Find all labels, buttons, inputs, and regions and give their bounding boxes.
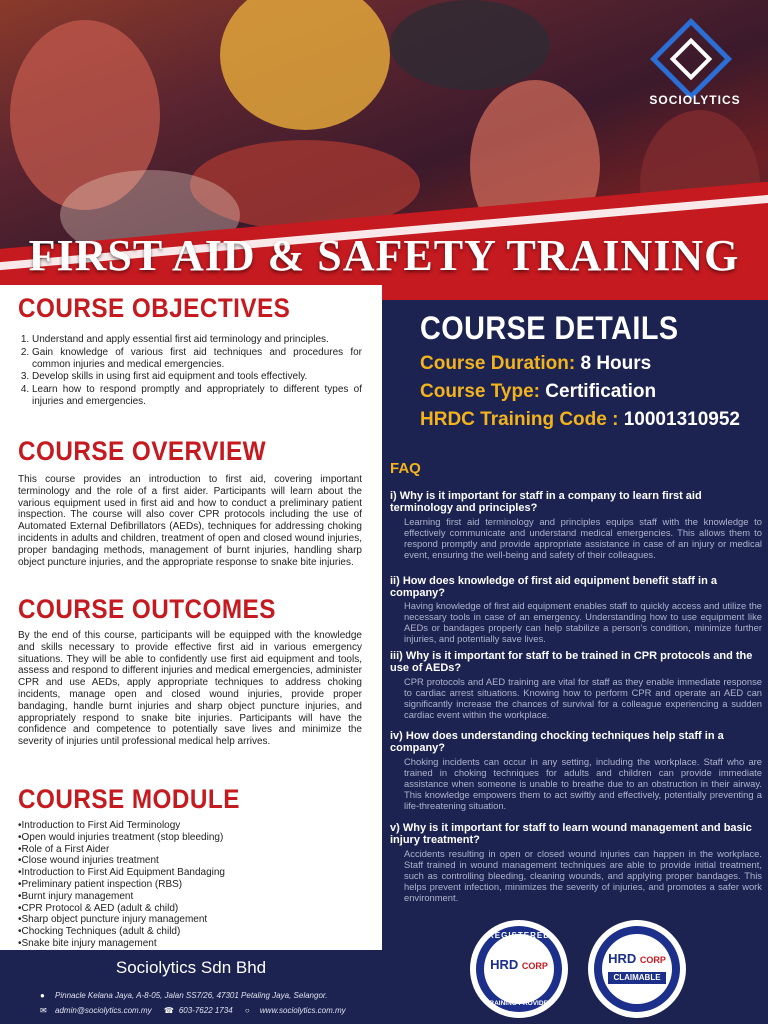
overview-heading: COURSE OVERVIEW: [18, 436, 267, 466]
faq-heading: FAQ: [390, 460, 421, 477]
faq-question: iii) Why is it important for staff to be trained in CPR protocols and the use of AEDs?: [390, 650, 753, 674]
details-heading: COURSE DETAILS: [420, 310, 679, 346]
page-title: FIRST AID & SAFETY TRAINING: [28, 231, 740, 280]
corp-text: CORP: [521, 961, 548, 971]
objectives-list: [18, 334, 362, 409]
overview-text: This course provides an introduction to first aid, covering important terminology and the role of a first aider. Participants will learn about the various equipment used in first aid and how to conduct a preliminary patient inspection. The course will also cover CPR protocols including the use of Automated External Defibrillators (AEDs), techniques for addressing choking incidents in adults and children, treatment of open and closed wound injuries, proper bandaging methods, management of burnt injuries, handling sharp object puncture injuries, and the appropriate response to snake bite injuries.: [18, 474, 362, 568]
address-text: Pinnacle Kelana Jaya, A-8-05, Jalan SS7/26, 47301 Petaling Jaya, Selangor.: [55, 991, 328, 1000]
faq-answer: Choking incidents can occur in any setting, including the workplace. Staff who are trained in choking techniques for adults and children can provide immediate assistance when someone is unable to breathe due to an obstruction in their airway. This knowledge empowers them to act swiftly and effectively, potentially preventing a life-threatening situation.: [404, 756, 762, 811]
hrd-logo: [608, 950, 666, 968]
type-row: [420, 381, 740, 403]
list-item: 4. Learn how to respond promptly and appropriately to different types of injuries and emergencies.: [32, 384, 362, 408]
objectives-heading: COURSE OBJECTIVES: [18, 293, 291, 323]
badge-inner: [602, 934, 672, 1004]
outcomes-heading: COURSE OUTCOMES: [18, 594, 276, 624]
phone-icon: ☎: [163, 1006, 174, 1015]
list-item: • Sharp object puncture injury management: [18, 914, 362, 926]
list-item: • Open would injuries treatment (stop bleeding): [18, 832, 362, 844]
hrd-text: HRD: [490, 957, 519, 972]
hrd-corp-claimable-badge: [588, 920, 686, 1018]
badge-bottom-text: TRAINING PROVIDER: [485, 1000, 553, 1007]
hrd-text: HRD: [608, 951, 637, 966]
list-item: • CPR Protocol & AED (adult & child): [18, 903, 362, 915]
list-item: • Close wound injuries treatment: [18, 855, 362, 867]
photo-area: [220, 0, 390, 130]
sociolytics-logo: [640, 30, 750, 115]
code-row: [420, 409, 740, 431]
type-value: Certification: [545, 381, 657, 402]
email-link[interactable]: admin@sociolytics.com.my: [55, 1006, 152, 1015]
list-item: 3. Develop skills in using first aid equipment and tools effectively.: [32, 371, 362, 383]
website-link[interactable]: www.sociolytics.com.my: [259, 1006, 346, 1015]
brand-name: SOCIOLYTICS: [649, 93, 741, 107]
faq-answer: Accidents resulting in open or closed wound injuries can happen in the workplace. Staff trained in wound management techniques are able to provide initial treatment, such as controlling bleeding, cleaning wounds, and applying proper bandages. This helps prevent infection, minimizes the severity of injuries, and promotes a safer work environment.: [404, 848, 762, 903]
globe-icon: ○: [244, 1006, 250, 1015]
badge-top-text: REGISTERED: [487, 931, 550, 940]
module-heading: COURSE MODULE: [18, 784, 240, 814]
faq-question: iv) How does understanding chocking techniques help staff in a company?: [390, 730, 724, 754]
list-item: • Snake bite injury management: [18, 938, 362, 950]
registered-training-provider-badge: [470, 920, 568, 1018]
duration-label: Course Duration:: [420, 353, 576, 374]
corp-text: CORP: [639, 955, 666, 965]
faq-answer: CPR protocols and AED training are vital for staff as they enable immediate response to cardiac arrest situations. Knowing how to perform CPR and operate an AED can significantly increase the chances of survival for a colleague experiencing a sudden cardiac event within the workplace.: [404, 676, 762, 720]
duration-row: [420, 353, 740, 375]
list-item: • Chocking Techniques (adult & child): [18, 926, 362, 938]
code-value: 10001310952: [623, 409, 740, 430]
phone-text: 603-7622 1734: [178, 1006, 233, 1015]
type-label: Course Type:: [420, 381, 541, 402]
faq-answer: Having knowledge of first aid equipment enables staff to quickly access and utilize the necessary tools in case of an emergency. Understanding how to use equipment like AEDs or bandages properly can help stabilize a person's condition, minimize further injuries, and potentially save lives.: [404, 600, 762, 644]
faq-answer: Learning first aid terminology and principles equips staff with the knowledge to effectively communicate and understand medical emergencies. This allows them to respond promptly and provide appropriate assistance in case of an injury or medical event, ensuring the well-being and safety of their colleagues.: [404, 516, 762, 560]
outcomes-text: By the end of this course, participants will be equipped with the knowledge and skills necessary to provide effective first aid in various emergency situations. They will be able to confidently use first aid equipment and tools, assess and respond to different injuries and medical emergencies, administer CPR and use AEDs, apply appropriate techniques to address choking incidents, manage open and closed wound injuries, provide proper bandaging, handle burnt injuries and sharp object puncture injuries, and appropriately respond to snake bite injuries. Participants will have the confidence and competence to potentially save lives and minimize the severity of injuries until professional medical help arrives.: [18, 630, 362, 748]
faq-question: i) Why is it important for staff in a company to learn first aid terminology and principles?: [390, 490, 702, 514]
faq-question: v) Why is it important for staff to learn wound management and basic injury treatment?: [390, 822, 752, 846]
address-line: [40, 991, 327, 1000]
list-item: 1. Understand and apply essential first aid terminology and principles.: [32, 334, 362, 346]
faq-question: ii) How does knowledge of first aid equipment benefit staff in a company?: [390, 575, 717, 599]
list-item: • Preliminary patient inspection (RBS): [18, 879, 362, 891]
location-pin-icon: ●: [40, 991, 45, 1000]
contact-line: [40, 1006, 346, 1015]
list-item: • Burnt injury management: [18, 891, 362, 903]
list-item: • Introduction to First Aid Terminology: [18, 820, 362, 832]
claimable-label: CLAIMABLE: [608, 972, 666, 984]
module-list: [18, 820, 362, 950]
code-label: HRDC Training Code :: [420, 409, 619, 430]
duration-value: 8 Hours: [580, 353, 652, 374]
course-details: [420, 310, 740, 431]
email-icon: ✉: [40, 1006, 47, 1015]
company-name: Sociolytics Sdn Bhd: [115, 958, 267, 977]
list-item: • Introduction to First Aid Equipment Bandaging: [18, 867, 362, 879]
list-item: 2. Gain knowledge of various first aid techniques and procedures for common injuries and medical emergencies.: [32, 347, 362, 371]
list-item: • Role of a First Aider: [18, 844, 362, 856]
hrd-logo: [490, 956, 548, 974]
photo-area: [390, 0, 550, 90]
